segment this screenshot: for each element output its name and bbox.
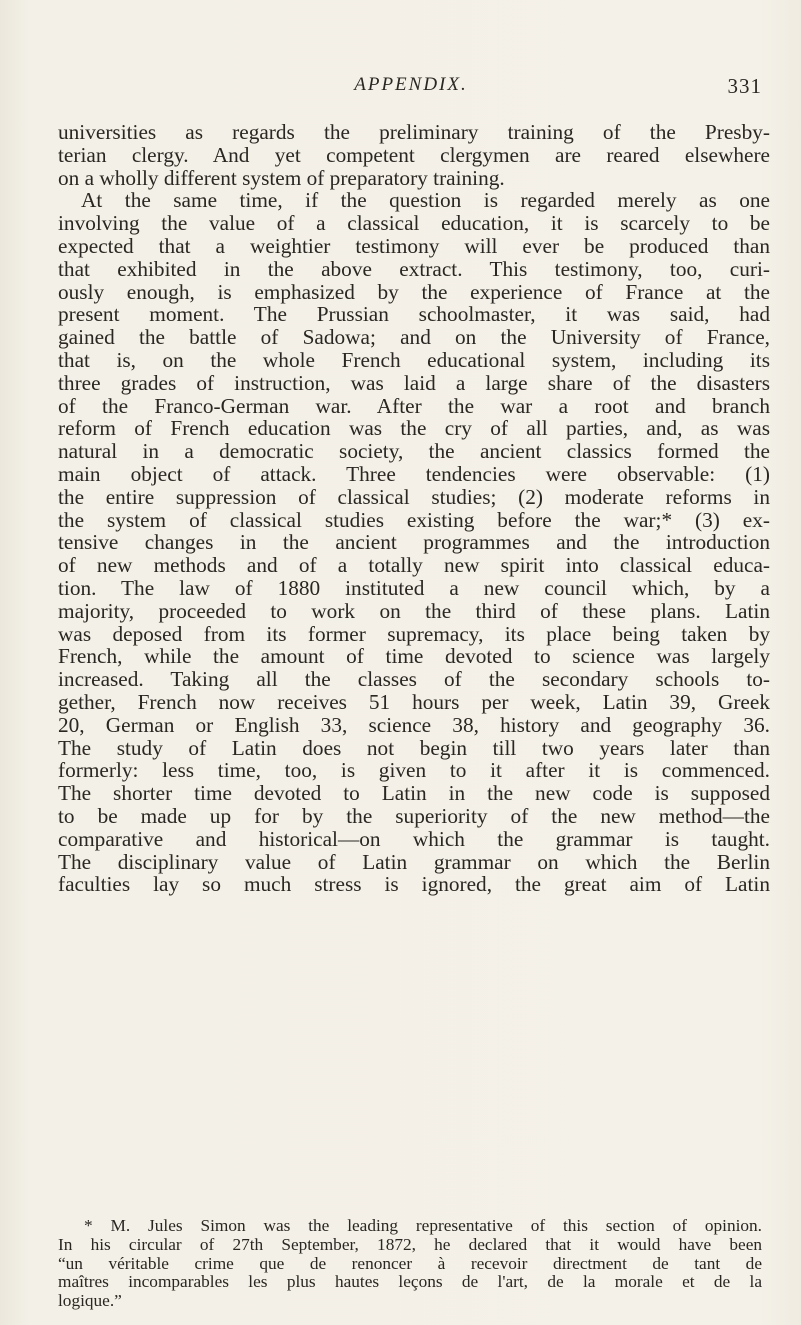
text-line: present moment. The Prussian schoolmaster, it was said, had — [58, 302, 770, 327]
text-line: tion. The law of 1880 instituted a new council which, by a — [58, 575, 770, 600]
text-line: ously enough, is emphasized by the experience of France at the — [58, 279, 770, 304]
text-line: At the same time, if the question is regarded merely as one — [81, 188, 770, 213]
text-line: The disciplinary value of Latin grammar on which the Berlin — [58, 849, 770, 874]
text-line: faculties lay so much stress is ignored, the great aim of Latin — [58, 872, 770, 897]
text-line: terian clergy. And yet competent clergymen are reared elsewhere — [58, 142, 770, 167]
text-line: involving the value of a classical education, it is scarcely to be — [58, 211, 770, 236]
text-line: of the Franco-German war. After the war a root and branch — [58, 393, 770, 418]
text-line: universities as regards the preliminary training of the Presby- — [58, 120, 770, 144]
text-line: to be made up for by the superiority of the new method—the — [58, 803, 770, 828]
body-text — [58, 121, 770, 896]
text-line: 20, German or English 33, science 38, history and geography 36. — [58, 712, 770, 737]
text-line: gether, French now receives 51 hours per week, Latin 39, Greek — [58, 689, 770, 714]
footnote-line: * M. Jules Simon was the leading representative of this section of opinion. — [84, 1216, 762, 1235]
text-line: three grades of instruction, was laid a large share of the disasters — [58, 370, 770, 395]
text-line: the entire suppression of classical studies; (2) moderate reforms in — [58, 484, 770, 509]
text-line: expected that a weightier testimony will ever be produced than — [58, 233, 770, 258]
text-line: increased. Taking all the classes of the secondary schools to- — [58, 667, 770, 692]
text-line: that is, on the whole French educational system, including its — [58, 347, 770, 372]
footnote-line: logique.” — [58, 1291, 122, 1311]
text-line: of new methods and of a totally new spirit into classical educa- — [58, 553, 770, 578]
footnote-line: In his circular of 27th September, 1872, he declared that it would have been — [58, 1234, 762, 1254]
text-line: majority, proceeded to work on the third of these plans. Latin — [58, 598, 770, 623]
footnote-line: “un véritable crime que de renoncer à recevoir directment de tant de — [58, 1253, 762, 1273]
text-line: natural in a democratic society, the ancient classics formed the — [58, 439, 770, 464]
text-line: reform of French education was the cry of all parties, and, as was — [58, 416, 770, 441]
text-line: was deposed from its former supremacy, its place being taken by — [58, 621, 770, 646]
text-line: comparative and historical—on which the grammar is taught. — [58, 826, 770, 851]
page-number: 331 — [727, 74, 762, 98]
footnote — [58, 1217, 762, 1311]
text-line: gained the battle of Sadowa; and on the University of France, — [58, 325, 770, 350]
running-title: APPENDIX. — [354, 74, 468, 95]
text-line: the system of classical studies existing before the war;* (3) ex- — [58, 507, 770, 532]
footnote-line: maîtres incomparables les plus hautes leçons de l'art, de la morale et de la — [58, 1272, 762, 1292]
text-line: that exhibited in the above extract. This testimony, too, curi- — [58, 256, 770, 281]
text-line: tensive changes in the ancient programmes and the introduction — [58, 530, 770, 555]
running-head — [60, 74, 762, 106]
text-line: The shorter time devoted to Latin in the new code is supposed — [58, 781, 770, 806]
text-line: French, while the amount of time devoted to science was largely — [58, 644, 770, 669]
text-line: formerly: less time, too, is given to it after it is commenced. — [58, 758, 770, 783]
text-line: on a wholly different system of preparatory training. — [58, 165, 505, 190]
text-line: The study of Latin does not begin till two years later than — [58, 735, 770, 760]
text-line: main object of attack. Three tendencies were observable: (1) — [58, 461, 770, 486]
